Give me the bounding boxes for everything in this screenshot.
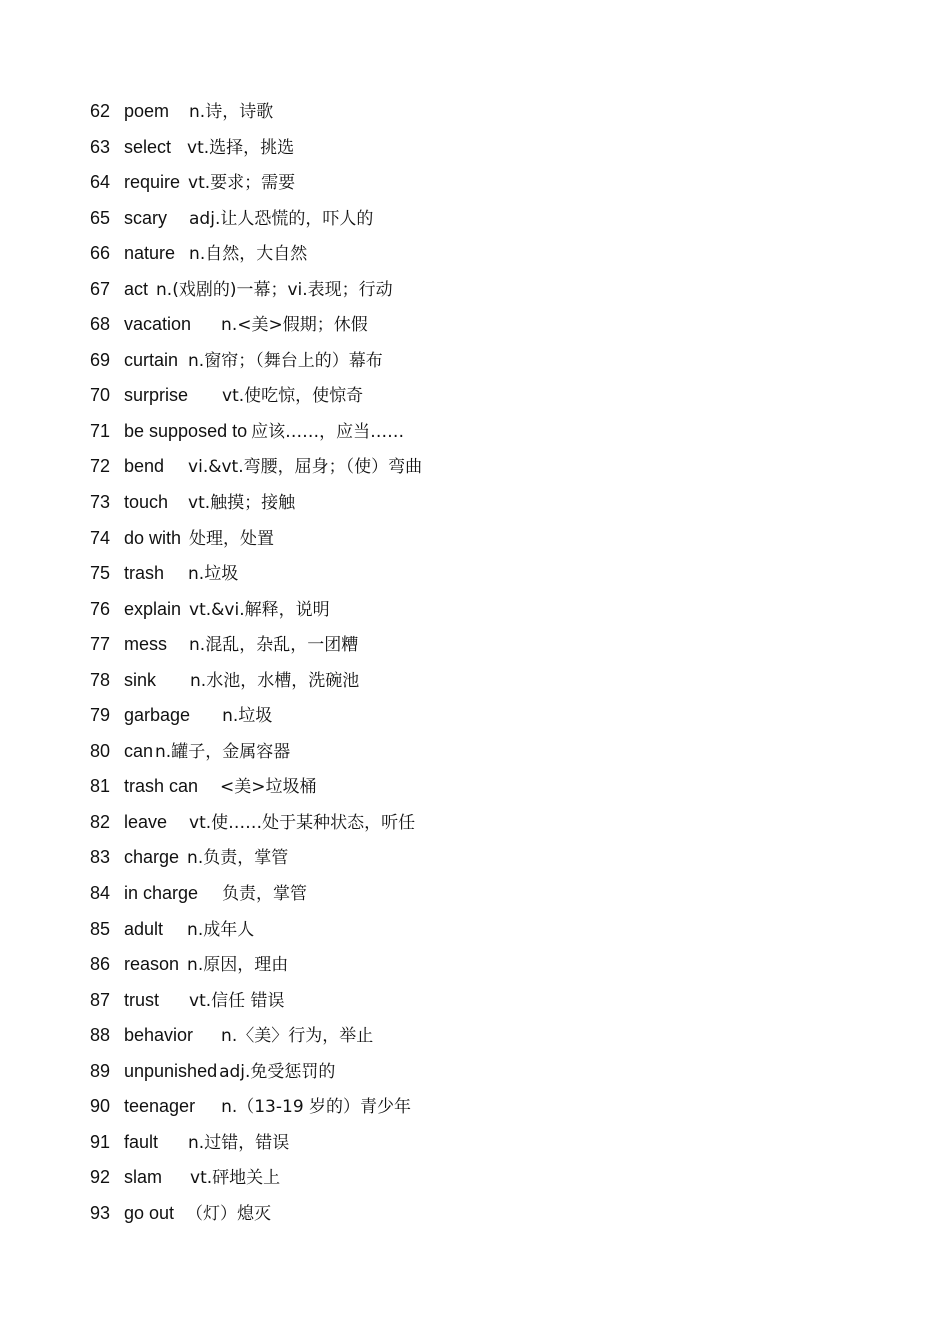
entry-definition: n.〈美〉行为，举止 — [221, 1026, 374, 1047]
entry-definition: n.(戏剧的)一幕；vi.表现；行动 — [156, 279, 393, 300]
vocab-entry — [90, 734, 422, 770]
vocab-entry — [90, 201, 422, 237]
vocab-entry — [90, 1018, 422, 1054]
entry-number: 76 — [90, 598, 111, 619]
vocab-entry — [90, 485, 422, 521]
vocab-entry — [90, 130, 422, 166]
entry-definition: n.水池，水槽，洗碗池 — [190, 670, 360, 691]
entry-definition: vt.&vi.解释，说明 — [189, 599, 330, 620]
entry-definition: n.过错，错误 — [188, 1132, 290, 1153]
entry-word: charge — [124, 847, 180, 868]
entry-word: garbage — [124, 705, 191, 726]
entry-word: touch — [124, 492, 169, 513]
entry-definition: n.垃圾 — [222, 706, 273, 727]
vocab-entry — [90, 663, 422, 699]
entry-definition: vt.选择，挑选 — [187, 137, 295, 158]
entry-number: 65 — [90, 207, 111, 228]
entry-number: 81 — [90, 776, 111, 797]
entry-number: 79 — [90, 705, 111, 726]
entry-number: 92 — [90, 1167, 111, 1188]
entry-definition: n.罐子，金属容器 — [155, 741, 291, 762]
entry-word: sink — [124, 669, 157, 690]
entry-word: act — [124, 278, 149, 299]
entry-word: trust — [124, 989, 160, 1010]
entry-word: bend — [124, 456, 165, 477]
entry-number: 91 — [90, 1131, 111, 1152]
entry-word: leave — [124, 811, 168, 832]
entry-word: can — [124, 740, 154, 761]
entry-word: in charge — [124, 883, 199, 904]
entry-number: 72 — [90, 456, 111, 477]
entry-word: curtain — [124, 349, 179, 370]
entry-definition: <美>垃圾桶 — [220, 777, 317, 798]
vocab-entry — [90, 769, 422, 805]
entry-definition: adj.免受惩罚的 — [219, 1061, 336, 1082]
entry-number: 88 — [90, 1025, 111, 1046]
vocab-entry — [90, 272, 422, 308]
entry-definition: adj.让人恐慌的，吓人的 — [189, 208, 374, 229]
entry-word: trash — [124, 563, 165, 584]
entry-word: reason — [124, 954, 180, 975]
entry-definition: vt.触摸；接触 — [188, 493, 296, 514]
entry-definition: n.自然，大自然 — [189, 244, 308, 265]
entry-definition: vt.信任 错误 — [189, 990, 285, 1011]
entry-word: mess — [124, 634, 168, 655]
entry-number: 85 — [90, 918, 111, 939]
entry-word: vacation — [124, 314, 192, 335]
entry-word: require — [124, 172, 181, 193]
entry-definition: vt.使吃惊，使惊奇 — [222, 386, 364, 407]
entry-number: 84 — [90, 883, 111, 904]
entry-definition: n.负责，掌管 — [187, 848, 289, 869]
vocab-entry — [90, 983, 422, 1019]
entry-number: 90 — [90, 1096, 111, 1117]
entry-definition: n.<美>假期；休假 — [221, 315, 368, 336]
vocab-entry — [90, 1089, 422, 1125]
entry-number: 62 — [90, 101, 111, 121]
entry-word: explain — [124, 598, 182, 619]
entry-word: poem — [124, 101, 170, 121]
entry-number: 93 — [90, 1202, 111, 1223]
vocab-entry — [90, 627, 422, 663]
vocab-entry — [90, 556, 422, 592]
entry-number: 78 — [90, 669, 111, 690]
entry-number: 68 — [90, 314, 111, 335]
entry-definition: n.垃圾 — [188, 564, 239, 585]
entry-number: 87 — [90, 989, 111, 1010]
entry-number: 63 — [90, 136, 111, 157]
entry-number: 64 — [90, 172, 111, 193]
entry-number: 73 — [90, 492, 111, 513]
entry-number: 82 — [90, 811, 111, 832]
entry-definition: n.诗，诗歌 — [189, 102, 274, 122]
entry-number: 74 — [90, 527, 111, 548]
entry-word: be supposed to — [124, 420, 248, 441]
vocab-entry — [90, 805, 422, 841]
vocab-entry — [90, 449, 422, 485]
entry-word: fault — [124, 1131, 159, 1152]
entry-number: 80 — [90, 740, 111, 761]
vocabulary-list — [90, 94, 422, 1232]
vocab-entry — [90, 414, 422, 450]
entry-word: go out — [124, 1202, 175, 1223]
vocab-entry — [90, 876, 422, 912]
entry-definition: n.混乱，杂乱，一团糟 — [189, 635, 359, 656]
entry-number: 66 — [90, 243, 111, 264]
entry-definition: vt.使……处于某种状态，听任 — [189, 812, 416, 833]
entry-definition: 应该……，应当…… — [251, 421, 405, 442]
vocab-entry — [90, 912, 422, 948]
vocab-entry — [90, 236, 422, 272]
entry-definition: （灯）熄灭 — [186, 1203, 272, 1224]
vocab-entry — [90, 1054, 422, 1090]
entry-definition: vi.&vt.弯腰，屈身；（使）弯曲 — [188, 457, 423, 478]
entry-word: behavior — [124, 1025, 194, 1046]
vocab-entry — [90, 592, 422, 628]
entry-number: 71 — [90, 420, 111, 441]
entry-number: 86 — [90, 954, 111, 975]
entry-number: 77 — [90, 634, 111, 655]
entry-number: 70 — [90, 385, 111, 406]
entry-word: scary — [124, 207, 168, 228]
vocab-entry — [90, 947, 422, 983]
entry-number: 67 — [90, 278, 111, 299]
entry-word: nature — [124, 243, 176, 264]
vocab-entry — [90, 1196, 422, 1232]
vocab-entry — [90, 698, 422, 734]
entry-definition: n.（13-19 岁的）青少年 — [221, 1097, 412, 1118]
entry-word: adult — [124, 918, 164, 939]
entry-word: surprise — [124, 385, 189, 406]
entry-definition: 负责，掌管 — [222, 884, 308, 905]
entry-definition: 处理，处置 — [189, 528, 275, 549]
vocab-entry — [90, 378, 422, 414]
entry-word: do with — [124, 527, 182, 548]
entry-definition: n.成年人 — [187, 919, 255, 940]
vocab-entry — [90, 1125, 422, 1161]
entry-number: 89 — [90, 1060, 111, 1081]
entry-number: 83 — [90, 847, 111, 868]
entry-number: 75 — [90, 563, 111, 584]
entry-word: teenager — [124, 1096, 196, 1117]
entry-definition: n.原因，理由 — [187, 955, 289, 976]
entry-definition: n.窗帘；（舞台上的）幕布 — [188, 350, 383, 371]
vocab-entry — [90, 307, 422, 343]
vocab-entry — [90, 840, 422, 876]
entry-word: select — [124, 136, 172, 157]
entry-number: 69 — [90, 349, 111, 370]
vocab-entry — [90, 165, 422, 201]
entry-word: slam — [124, 1167, 163, 1188]
entry-definition: vt.砰地关上 — [190, 1168, 281, 1189]
entry-word: unpunished — [124, 1060, 218, 1081]
vocab-entry — [90, 94, 422, 130]
vocab-entry — [90, 1160, 422, 1196]
entry-word: trash can — [124, 776, 199, 797]
vocab-entry — [90, 521, 422, 557]
entry-definition: vt.要求；需要 — [188, 173, 296, 194]
vocab-entry — [90, 343, 422, 379]
